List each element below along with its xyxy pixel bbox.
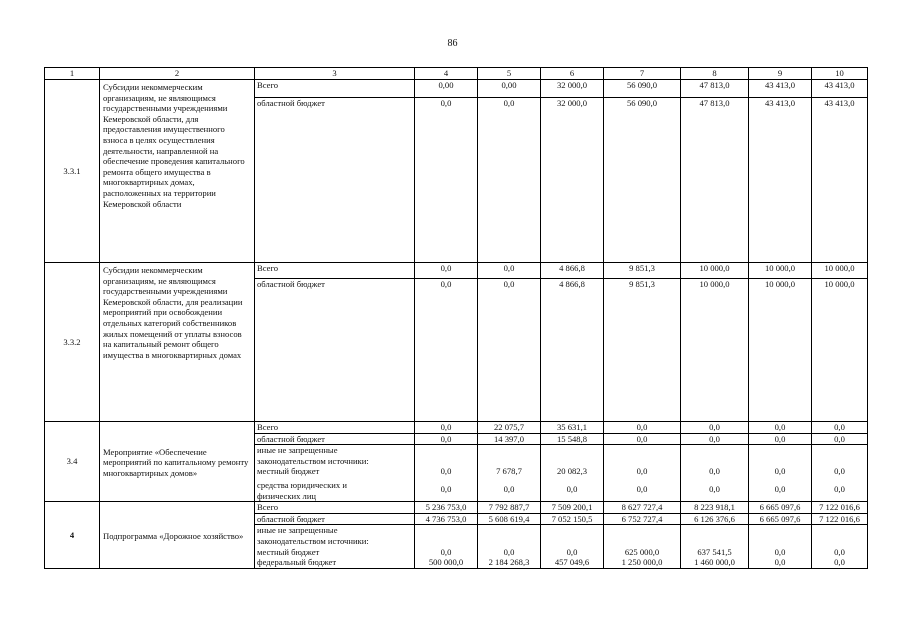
value-cell: 56 090,0 [604,80,681,98]
value-cell: 8 627 727,4 [604,502,681,514]
header-cell: 5 [478,68,541,80]
value-cell: 0,0 [749,477,812,502]
value-cell: 0,0 [478,263,541,279]
value-cell: 9 851,3 [604,263,681,279]
value-cell: 0,00 [415,80,478,98]
value-cell: 0,0 [604,433,681,445]
value-cell: 7 052 150,5 [541,513,604,525]
value-cell [681,525,749,568]
value-cell: 10 000,0 [812,263,868,279]
value-cell: 43 413,0 [812,98,868,263]
value-cell: 43 413,0 [812,80,868,98]
value-cell [478,525,541,568]
source-line: федеральный бюджет [257,557,337,568]
value-cell: 0,0 [415,422,478,434]
value-line: 0,0 [774,557,786,568]
source-line: законодательством источники: [257,535,369,546]
value-cell [604,525,681,568]
value-cell: 0,0 [749,422,812,434]
value-cell: 14 397,0 [478,433,541,445]
budget-table [44,67,868,569]
value-cell: 5 608 619,4 [478,513,541,525]
value-cell: 22 075,7 [478,422,541,434]
value-cell [812,525,868,568]
header-row [45,68,868,80]
value-cell: 9 851,3 [604,279,681,422]
item-code: 3.3.1 [45,80,100,263]
value-line: 1 460 000,0 [694,557,735,568]
value-cell: 4 866,8 [541,263,604,279]
value-cell: 0,0 [478,98,541,263]
item-name: Субсидии некоммерческим организациям, не являющимся государственными учреждениями Кемеровской области, для реализации мероприятий при освобождении отдельных категорий собственников жилых помещений от уплаты взносов на капитальный ремонт общего имущества в многоквартирных домах [100,263,255,422]
value-cell: 0,0 [812,477,868,502]
page-number: 86 [447,38,458,49]
value-line: 0,0 [503,546,515,557]
value-cell: 10 000,0 [812,279,868,422]
item-name: Мероприятие «Обеспечение мероприятий по капитальному ремонту многоквартирных домов» [100,422,255,502]
value-cell: 6 126 376,6 [681,513,749,525]
header-cell: 10 [812,68,868,80]
value-cell: 7 509 200,1 [541,502,604,514]
value-cell: 32 000,0 [541,80,604,98]
value-cell: 0,0 [681,445,749,477]
value-cell: 0,0 [749,433,812,445]
value-cell: 0,0 [478,279,541,422]
value-line: 1 250 000,0 [621,557,663,568]
value-cell: 0,0 [478,477,541,502]
header-cell: 8 [681,68,749,80]
source-line: законодательством источники: [257,455,369,466]
value-cell: 4 736 753,0 [415,513,478,525]
source-cell [255,445,415,477]
value-cell: 0,0 [681,433,749,445]
header-cell: 2 [100,68,255,80]
value-cell: 5 236 753,0 [415,502,478,514]
source-cell: Всего [255,80,415,98]
value-cell: 15 548,8 [541,433,604,445]
value-cell: 10 000,0 [681,263,749,279]
source-cell [255,525,415,568]
header-cell: 1 [45,68,100,80]
table-row [45,502,868,514]
value-cell: 10 000,0 [749,279,812,422]
header-cell: 7 [604,68,681,80]
source-cell: Всего [255,422,415,434]
source-line: местный бюджет [257,466,320,477]
item-code: 3.3.2 [45,263,100,422]
value-cell: 0,0 [812,422,868,434]
value-line: 0,0 [440,546,452,557]
item-code: 3.4 [45,422,100,502]
value-cell: 0,0 [604,445,681,477]
table-row [45,80,868,98]
value-line: 457 049,6 [554,557,590,568]
value-cell: 10 000,0 [749,263,812,279]
item-name: Субсидии некоммерческим организациям, не являющимся государственными учреждениями Кемеровской области, для предоставления имущественного взноса в целях осуществления деятельности, направленной на обеспечение проведения капитального ремонта общего имущества в многоквартирных домах, расположенных на территории Кемеровской области [100,80,255,263]
value-cell: 0,0 [415,445,478,477]
value-cell [415,525,478,568]
source-line: местный бюджет [257,546,320,557]
source-cell: Всего [255,263,415,279]
value-cell: 35 631,1 [541,422,604,434]
value-cell: 0,0 [415,279,478,422]
value-cell: 20 082,3 [541,445,604,477]
item-name: Подпрограмма «Дорожное хозяйство» [100,502,255,569]
value-line: 2 184 268,3 [488,557,530,568]
value-cell: 0,0 [812,433,868,445]
source-cell: областной бюджет [255,98,415,263]
source-cell [255,477,415,502]
value-cell: 6 665 097,6 [749,502,812,514]
value-cell [749,525,812,568]
header-cell: 6 [541,68,604,80]
table-row [45,263,868,279]
value-line: 0,0 [834,546,845,557]
value-cell: 0,00 [478,80,541,98]
source-line: физических лиц [257,490,317,501]
value-cell: 47 813,0 [681,80,749,98]
value-line: 625 000,0 [624,546,660,557]
value-cell: 0,0 [415,263,478,279]
source-cell: областной бюджет [255,433,415,445]
value-cell: 6 665 097,6 [749,513,812,525]
value-cell: 47 813,0 [681,98,749,263]
value-cell: 43 413,0 [749,98,812,263]
value-cell: 0,0 [812,445,868,477]
source-line: иные не запрещенные [257,525,338,536]
value-line: 0,0 [834,557,845,568]
value-cell: 56 090,0 [604,98,681,263]
value-cell: 0,0 [604,477,681,502]
value-cell: 0,0 [681,477,749,502]
table-row [45,422,868,434]
value-cell: 7 792 887,7 [478,502,541,514]
source-cell: областной бюджет [255,513,415,525]
value-line: 637 541,5 [697,546,732,557]
value-cell: 7 122 016,6 [812,513,868,525]
value-cell: 8 223 918,1 [681,502,749,514]
value-cell: 0,0 [415,477,478,502]
value-line: 500 000,0 [428,557,464,568]
value-cell: 0,0 [604,422,681,434]
value-cell: 6 752 727,4 [604,513,681,525]
value-cell: 43 413,0 [749,80,812,98]
value-cell: 4 866,8 [541,279,604,422]
header-cell: 9 [749,68,812,80]
value-cell: 10 000,0 [681,279,749,422]
value-cell: 7 122 016,6 [812,502,868,514]
header-cell: 4 [415,68,478,80]
source-line: средства юридических и [257,479,347,490]
value-cell: 0,0 [415,98,478,263]
value-cell: 7 678,7 [478,445,541,477]
value-cell: 0,0 [681,422,749,434]
value-line: 0,0 [566,546,578,557]
value-line: 0,0 [774,546,786,557]
source-line: иные не запрещенные [257,445,338,456]
header-cell: 3 [255,68,415,80]
source-cell: областной бюджет [255,279,415,422]
value-cell: 0,0 [749,445,812,477]
value-cell: 0,0 [541,477,604,502]
value-cell: 0,0 [415,433,478,445]
value-cell: 32 000,0 [541,98,604,263]
source-cell: Всего [255,502,415,514]
value-cell [541,525,604,568]
item-code: 4 [45,502,100,569]
